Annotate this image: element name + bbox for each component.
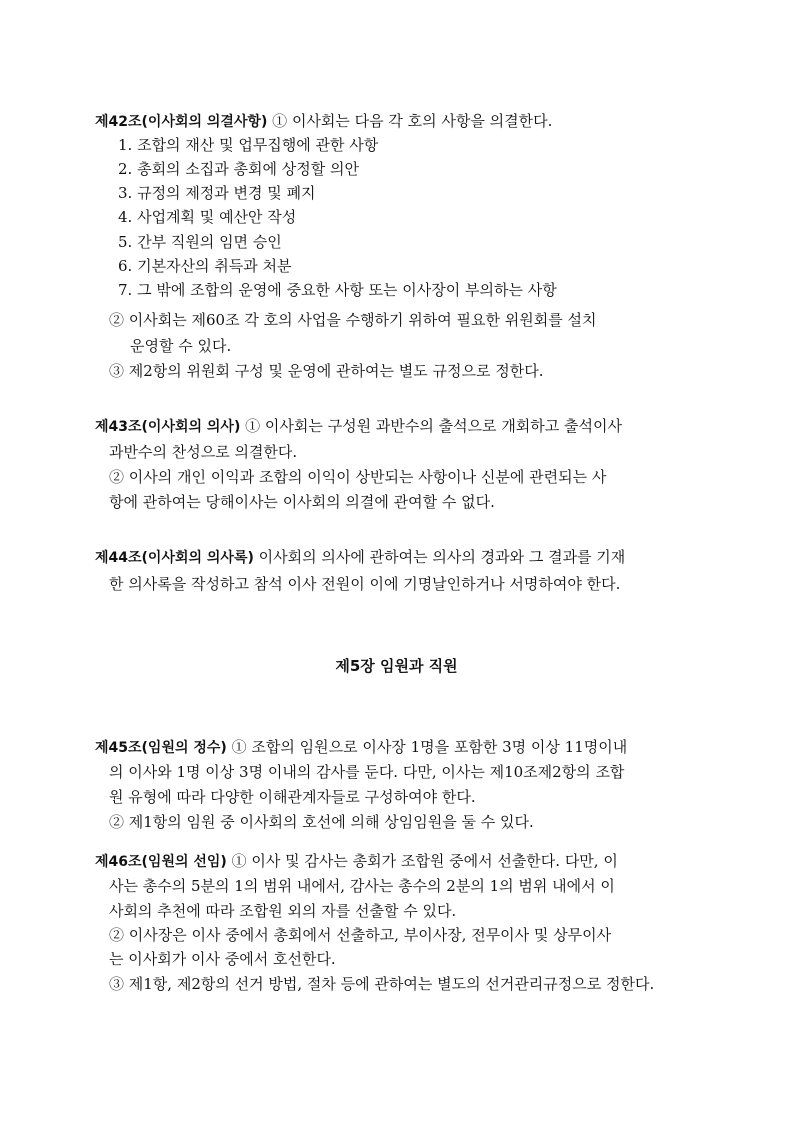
article-44-line-2: 한 의사록을 작성하고 참석 이사 전원이 이에 기명날인하거나 서명하여야 한다.: [109, 575, 621, 593]
list-item: 2. 총회의 소집과 총회에 상정할 의안: [118, 160, 360, 178]
article-42-paragraph-3: ③ 제2항의 위원회 구성 및 운영에 관하여는 별도 규정으로 정한다.: [109, 362, 544, 380]
article-42-first-line: [95, 111, 552, 132]
article-46-line-2: 사는 총수의 5분의 1의 범위 내에서, 감사는 총수의 2분의 1의 범위 내에서 이: [109, 877, 615, 895]
article-46-paragraph-2-line-1: ② 이사장은 이사 중에서 총회에서 선출하고, 부이사장, 전무이사 및 상무이사: [109, 926, 612, 944]
list-item: 6. 기본자산의 취득과 처분: [118, 257, 292, 275]
article-46-paragraph-3: ③ 제1항, 제2항의 선거 방법, 절차 등에 관하여는 별도의 선거관리규정으로 정한다.: [109, 975, 655, 993]
article-43-paragraph-2-line-2: 항에 관하여는 당해이사는 이사회의 의결에 관여할 수 없다.: [109, 493, 495, 511]
chapter-title: 제5장 임원과 직원: [335, 657, 458, 675]
article-46-heading: 제46조(임원의 선임): [95, 854, 227, 870]
article-43-heading: 제43조(이사회의 의사): [95, 419, 241, 435]
list-item: 3. 규정의 제정과 변경 및 폐지: [118, 184, 316, 202]
article-45-paragraph-2: ② 제1항의 임원 중 이사회의 호선에 의해 상임임원을 둘 수 있다.: [109, 813, 534, 831]
article-42-intro: ① 이사회는 다음 각 호의 사항을 의결한다.: [267, 112, 553, 130]
article-43-line-2: 과반수의 찬성으로 의결한다.: [109, 443, 298, 461]
list-item: 4. 사업계획 및 예산안 작성: [118, 208, 297, 226]
article-43-first-line: 제43조(이사회의 의사) ① 이사회는 구성원 과반수의 출석으로 개회하고 출석이사: [95, 417, 623, 435]
list-item: 5. 간부 직원의 임면 승인: [118, 233, 282, 251]
article-43-paragraph-2-line-1: ② 이사의 개인 이익과 조합의 이익이 상반되는 사항이나 신분에 관련되는 사: [109, 468, 607, 486]
article-45-line-3: 원 유형에 따라 다양한 이해관계자들로 구성하여야 한다.: [109, 788, 476, 806]
list-item: 7. 그 밖에 조합의 운영에 중요한 사항 또는 이사장이 부의하는 사항: [118, 281, 557, 299]
article-45-line-2: 의 이사와 1명 이상 3명 이내의 감사를 둔다. 다만, 이사는 제10조제2항의 조합: [109, 763, 625, 781]
article-44-first-line: 제44조(이사회의 의사록) 이사회의 의사에 관하여는 의사의 경과와 그 결과를 기재: [95, 548, 626, 566]
article-44-heading: 제44조(이사회의 의사록): [95, 550, 254, 566]
article-46-paragraph-2-line-2: 는 이사회가 이사 중에서 호선한다.: [109, 950, 336, 968]
article-45-heading: 제45조(임원의 정수): [95, 740, 227, 756]
article-45-first-line: 제45조(임원의 정수) ① 조합의 임원으로 이사장 1명을 포함한 3명 이상 11명이내: [95, 738, 628, 756]
list-item: 1. 조합의 재산 및 업무집행에 관한 사항: [118, 136, 379, 154]
article-46-line-3: 사회의 추천에 따라 조합원 외의 자를 선출할 수 있다.: [109, 902, 457, 920]
article-46-first-line: 제46조(임원의 선임) ① 이사 및 감사는 총회가 조합원 중에서 선출한다. 다만, 이: [95, 852, 618, 870]
article-42-heading: 제42조(이사회의 의결사항): [95, 114, 268, 130]
article-42-paragraph-2-line-2: 운영할 수 있다.: [130, 337, 232, 355]
article-42-paragraph-2-line-1: ② 이사회는 제60조 각 호의 사업을 수행하기 위하여 필요한 위원회를 설치: [109, 311, 597, 329]
